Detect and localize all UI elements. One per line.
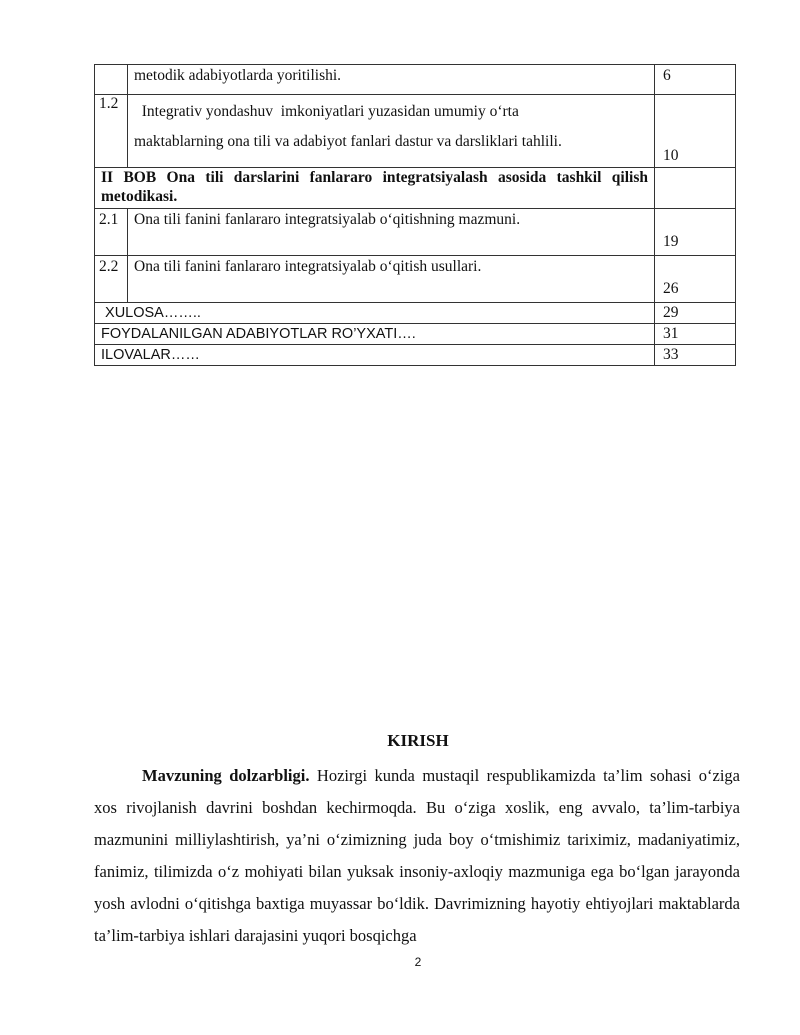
toc-row-title-line: Integrativ yondashuv imkoniyatlari yuzasidan umumiy o‘rta [134,103,519,120]
toc-row-page: 31 [655,324,736,345]
toc-row-title: XULOSA…….. [95,303,655,324]
intro-paragraph [94,760,740,952]
toc-row-title: metodik adabiyotlarda yoritilishi. [128,65,655,95]
toc-row-number: 2.2 [95,256,128,303]
toc-row [95,65,736,95]
toc-row-page: 19 [655,209,736,256]
page-number: 2 [414,955,422,969]
toc-row-page: 10 [655,95,736,168]
toc-row-title: ILOVALAR…… [95,345,655,366]
toc-row-title: Ona tili fanini fanlararo integratsiyalab o‘qitish usullari. [128,256,655,303]
toc-row-number [95,65,128,95]
paragraph-text: Hozirgi kunda mustaqil respublikamizda ta’lim sohasi o‘ziga xos rivojlanish davrini boshdan kechirmoqda. Bu o‘ziga xoslik, eng avvalo, ta’lim-tarbiya mazmunini milliylashtirish, ya’ni o‘zimizning juda boy o‘tmishimiz tariximiz, madaniyatimiz, fanimiz, tilimizda o‘z mohiyati bilan yuksak insoniy-axloqiy mazmuniga ega bo‘lgan jarayonda yosh avlodni o‘qitishga baxtiga muyassar bo‘ldik. Davrimizning hayotiy ehtiyojlari maktablarda ta’lim-tarbiya ishlari darajasini yuqori bosqichga [94,766,740,945]
toc-row [95,345,736,366]
toc-row-number: 1.2 [95,95,128,168]
toc-row-page: 29 [655,303,736,324]
toc-row-title: FOYDALANILGAN ADABIYOTLAR RO’YXATI…. [95,324,655,345]
toc-row-title-line: maktablarning ona tili va adabiyot fanlari dastur va darsliklari tahlili. [134,133,562,150]
toc-row-title: Ona tili fanini fanlararo integratsiyalab o‘qitishning mazmuni. [128,209,655,256]
intro-body [94,760,740,952]
toc-row-page: 6 [655,65,736,95]
paragraph-lead: Mavzuning dolzarbligi. [142,766,310,785]
toc-row-page [655,168,736,209]
toc-chapter-title: II BOB Ona tili darslarini fanlararo integratsiyalash asosida tashkil qilish metodikasi. [95,168,655,209]
table-of-contents [94,64,736,366]
toc-row [95,324,736,345]
toc-row-page: 33 [655,345,736,366]
toc-row [95,209,736,256]
toc-chapter-row [95,168,736,209]
toc-row-number: 2.1 [95,209,128,256]
toc-row [95,95,736,168]
toc-row [95,303,736,324]
section-heading: KIRISH [387,731,449,750]
toc-row-title [128,95,655,168]
toc-row-page: 26 [655,256,736,303]
toc-row [95,256,736,303]
